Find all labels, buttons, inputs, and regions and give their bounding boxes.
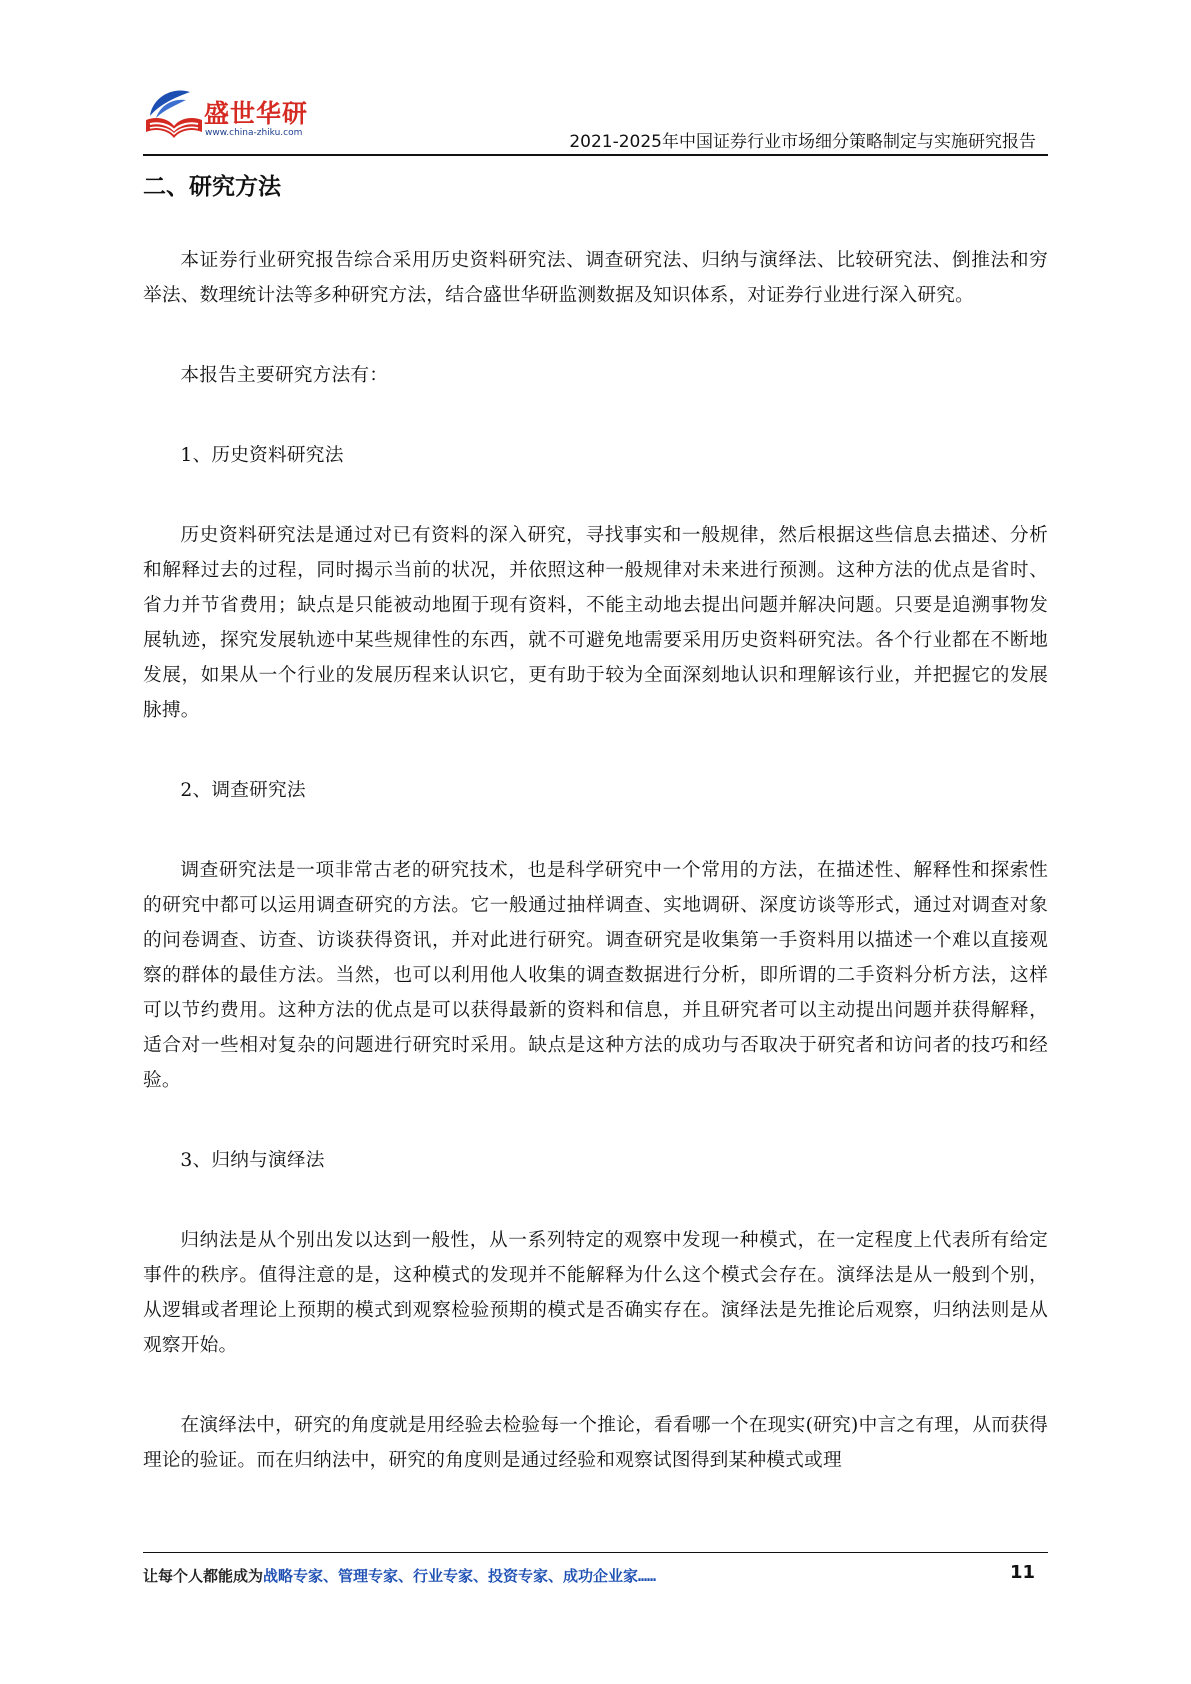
page-number: 11: [1010, 1562, 1036, 1583]
subheading-historical: 1、历史资料研究法: [180, 445, 344, 466]
report-title: 2021-2025年中国证券行业市场细分策略制定与实施研究报告: [569, 132, 1036, 152]
slogan-prefix: 让每个人都能成为: [143, 1567, 264, 1585]
logo-name: 盛世华研: [204, 99, 309, 128]
footer-slogan: [143, 1565, 656, 1586]
paragraph-intro: 本证券行业研究报告综合采用历史资料研究法、调查研究法、归纳与演绎法、比较研究法、倒推法和穷举法、数理统计法等多种研究方法，结合盛世华研监测数据及知识体系，对证券行业进行深入研究。: [143, 250, 1048, 306]
logo-url: www.china-zhiku.com: [205, 128, 303, 138]
paragraph-survey: 调查研究法是一项非常古老的研究技术，也是科学研究中一个常用的方法，在描述性、解释性和探索性的研究中都可以运用调查研究的方法。它一般通过抽样调查、实地调研、深度访谈等形式，通过对调查对象的问卷调查、访查、访谈获得资讯，并对此进行研究。调查研究是收集第一手资料用以描述一个难以直接观察的群体的最佳方法。当然，也可以利用他人收集的调查数据进行分析，即所谓的二手资料分析方法，这样可以节约费用。这种方法的优点是可以获得最新的资料和信息，并且研究者可以主动提出问题并获得解释，适合对一些相对复杂的问题进行研究时采用。缺点是这种方法的成功与否取决于研究者和访问者的技巧和经验。: [143, 860, 1048, 1091]
paragraph-induction: 归纳法是从个别出发以达到一般性，从一系列特定的观察中发现一种模式，在一定程度上代表所有给定事件的秩序。值得注意的是，这种模式的发现并不能解释为什么这个模式会存在。演绎法是从一般到个别，从逻辑或者理论上预期的模式到观察检验预期的模式是否确实存在。演绎法是先推论后观察，归纳法则是从观察开始。: [143, 1230, 1048, 1356]
slogan-highlight: 战略专家、管理专家、行业专家、投资专家、成功企业家……: [263, 1567, 657, 1585]
paragraph-historical: 历史资料研究法是通过对已有资料的深入研究，寻找事实和一般规律，然后根据这些信息去描述、分析和解释过去的过程，同时揭示当前的状况，并依照这种一般规律对未来进行预测。这种方法的优点是省时、省力并节省费用；缺点是只能被动地囿于现有资料，不能主动地去提出问题并解决问题。只要是追溯事物发展轨迹，探究发展轨迹中某些规律性的东西，就不可避免地需要采用历史资料研究法。各个行业都在不断地发展，如果从一个行业的发展历程来认识它，更有助于较为全面深刻地认识和理解该行业，并把握它的发展脉搏。: [143, 525, 1048, 721]
company-logo: [142, 84, 312, 146]
paragraph-deduction: 在演绎法中，研究的角度就是用经验去检验每一个推论，看看哪一个在现实(研究)中言之有理，从而获得理论的验证。而在归纳法中，研究的角度则是通过经验和观察试图得到某种模式或理: [143, 1415, 1048, 1471]
body-text: [143, 243, 1048, 1478]
header-divider: [143, 154, 1048, 156]
book-logo-icon: [142, 84, 206, 146]
subheading-induction-deduction: 3、归纳与演绎法: [180, 1150, 325, 1171]
subheading-survey: 2、调查研究法: [180, 780, 306, 801]
paragraph-methods-lead: 本报告主要研究方法有：: [180, 365, 389, 386]
section-title: 二、研究方法: [143, 174, 281, 200]
footer-divider: [143, 1552, 1048, 1553]
